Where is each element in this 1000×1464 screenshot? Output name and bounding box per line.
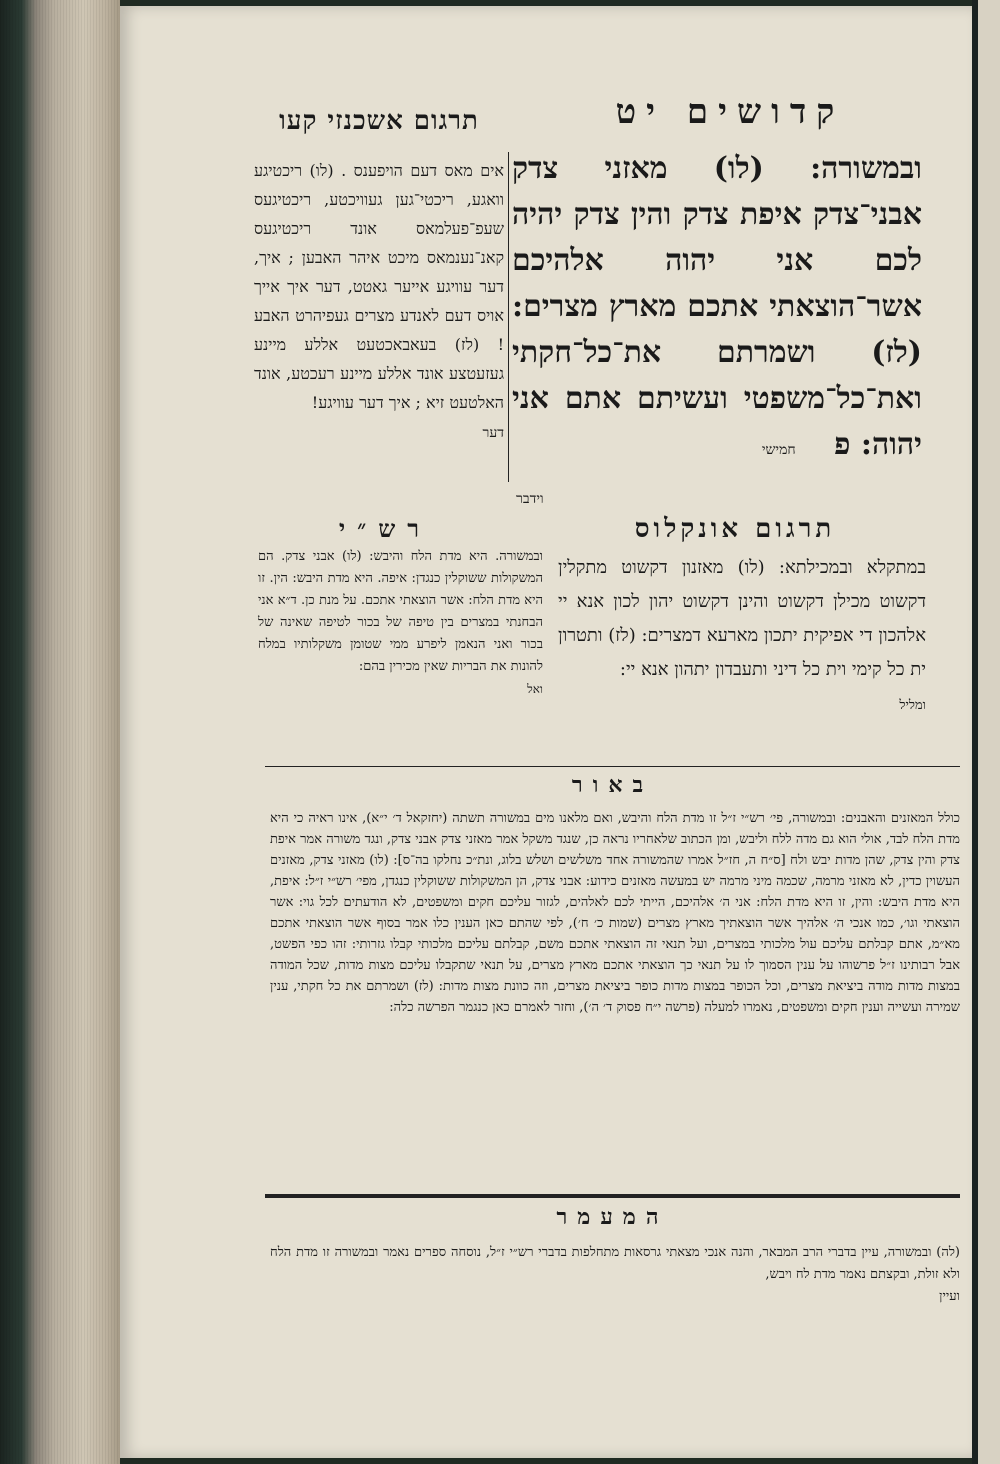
running-header-left: תרגום אשכנזי קעו: [279, 106, 479, 136]
torah-text: [512, 146, 922, 507]
torah-verses: ובמשורה: (לו) מאזני צדק אבני־צדק איפת צדק והין צדק יהיה לכם אני יהוה אלהיכם אשר־הוצאתי אתכם מארץ מצרים: (לז) ושמרתם את־כל־חקתי ואת־כל־משפטי ועשיתם אתם אני יהוה: פ: [512, 151, 922, 462]
torah-catchword: וידבר: [516, 491, 544, 507]
ashkenazi-text: אים מאס דעם הויפענס . (לו) ריכטיגע וואגע, ריכטי־גען געוויכטע, ריכטיגעס שעפ־פעלמאס אונד ריכטיגעס קאנ־נענמאס מיכט איהר האבען ; איך, דער עוויגע אייער גאטט, דער איך אייך אויס דעם לאנדע מצרים געפיהרט האבע ! (לז) בעאבאכטעט אללע מיינע געזעטצע אונד אללע מיינע רעכטע, אונד האלטעט זיא ; איך דער עוויגע!: [254, 161, 504, 412]
facing-page-edge: [972, 0, 1000, 1464]
running-header-right: קדושים יט: [615, 92, 845, 132]
book-fore-edge: [0, 0, 120, 1464]
book-page: [120, 6, 972, 1458]
rashi-title: רש״י: [338, 514, 432, 543]
onkelos-text: במתקלא ובמכילתא: (לו) מאזנון דקשוט מתקלין דקשוט מכילן דקשוט והינן דקשוט יהון לכון אנא יי אלהכון די אפיקית יתכון מארעא דמצרים: (לז) ותטרון ית כל קימי וית כל דיני ותעבדון יתהון אנא יי:: [558, 557, 926, 680]
ashkenazi-catchword: דער: [482, 425, 504, 441]
section-rule: [265, 766, 960, 767]
biur-commentary: כולל המאזנים והאבנים: ובמשורה, פי׳ רש״י ז״ל זו מדת הלח והיבש, ואם מלאנו מים במשורה תשתה (יחזקאל ד׳ י״א), אינו ראיה כי היא מדת הלח לבד, אולי הוא גם מדה ללח וליבש, ומן הכתוב שלאחריו נראה כן, שנגד משקל אמר מאזני צדק אבני צדק, ונגד משורה אמר איפת צדק והין צדק, שהן מדות יבש ולח [ס״ח ה, חז״ל אמרו שהמשורה אחד משלשים ושלש בלוג, ונת״כ נחלקו בה־ס]: (לו) מאזני צדק, מאזנים העשוין כדין, לא מאזני מרמה, שכמה מיני מרמה יש במעשה מאזנים כידוע: אבני צדק, הן המשקולות ששוקלין כנגדן, מפי׳ רש״י ז״ל: איפת, היא מדת היבש: והין, זו היא מדת הלח: אני ה׳ אלהיכם, הייתי לכם לאלהים, לגזור עליכם חקים ומשפטים, לא הודעתים לכל גוי: אשר הוצאתי וגו׳, כמו אנכי ה׳ אלהיך אשר הוצאתיך מארץ מצרים (שמות כ׳ ח׳), לפי שהתם כאן הענין כלו אמר בסוף אשר הוצאתי אתכם מא״מ, אתם קבלתם עליכם עול מלכותי במצרים, ועל תנאי זה הוצאתי אתכם משם, קבלתם עליכם מלכותי קבלו גזרותי: זהו כפי הפשט, אבל רבותינו ז״ל פרשוהו על ענין הסמוך לו על תנאי כך הוצאתי אתכם מארץ מצרים, על תנאי שתקבלו עליכם מצות מדות, שכל המודה במצות מדות מודה ביציאת מצרים, וכל הכופר במצות מדות כופר ביציאת מצרים, וזה כוונת מצות מדות: (לז) ושמרתם את כל חקתי, ענין שמירה ועשייה וענין חקים ומשפטים, נאמרו למעלה (פרשה י״ח פסוק ד׳ ה׳), וחזר לאמרם כאן כנגמר הפרשה כלה:: [270, 811, 960, 1015]
rashi-catchword: ואל: [527, 682, 543, 696]
ashkenazi-translation: [254, 156, 504, 448]
aliyah-marker: חמישי: [761, 442, 796, 458]
rashi-commentary: [258, 546, 543, 701]
biur-title: באור: [571, 772, 654, 798]
section-rule-thick: [265, 1194, 960, 1198]
meamar-title: המעמר: [556, 1204, 669, 1230]
column-divider: [508, 152, 509, 482]
rashi-text: ובמשורה. היא מדת הלח והיבש: (לו) אבני צדק. הם המשקולות ששוקלין כנגדן: איפה. היא מדת היבש: הין. זו היא מדת הלח: אשר הוצאתי אתכם. על מנת כן. ד״א אני הבחנתי במצרים בין טיפה של בכור לטיפה שאינה של בכור ואני הנאמן ליפרע ממי שטומן משקלותיו במלח להונות את הבריות שאין מכירין בהם:: [258, 549, 543, 674]
onkelos-translation: [558, 551, 926, 723]
meamar-text: (לה) ובמשורה, עיין בדברי הרב המבאר, והנה אנכי מצאתי גרסאות מתחלפות בדברי רש״י ז״ל, נוסחה ספרים נאמר ובמשורה זו מדת הלח ולא זולת, ובקצתם נאמר מדת לח ויבש,: [270, 1245, 960, 1282]
onkelos-catchword: ומליל: [899, 698, 926, 713]
meamar-commentary: [270, 1242, 960, 1308]
onkelos-title: תרגום אונקלוס: [634, 514, 836, 544]
meamar-catchword: ועיין: [939, 1289, 960, 1304]
